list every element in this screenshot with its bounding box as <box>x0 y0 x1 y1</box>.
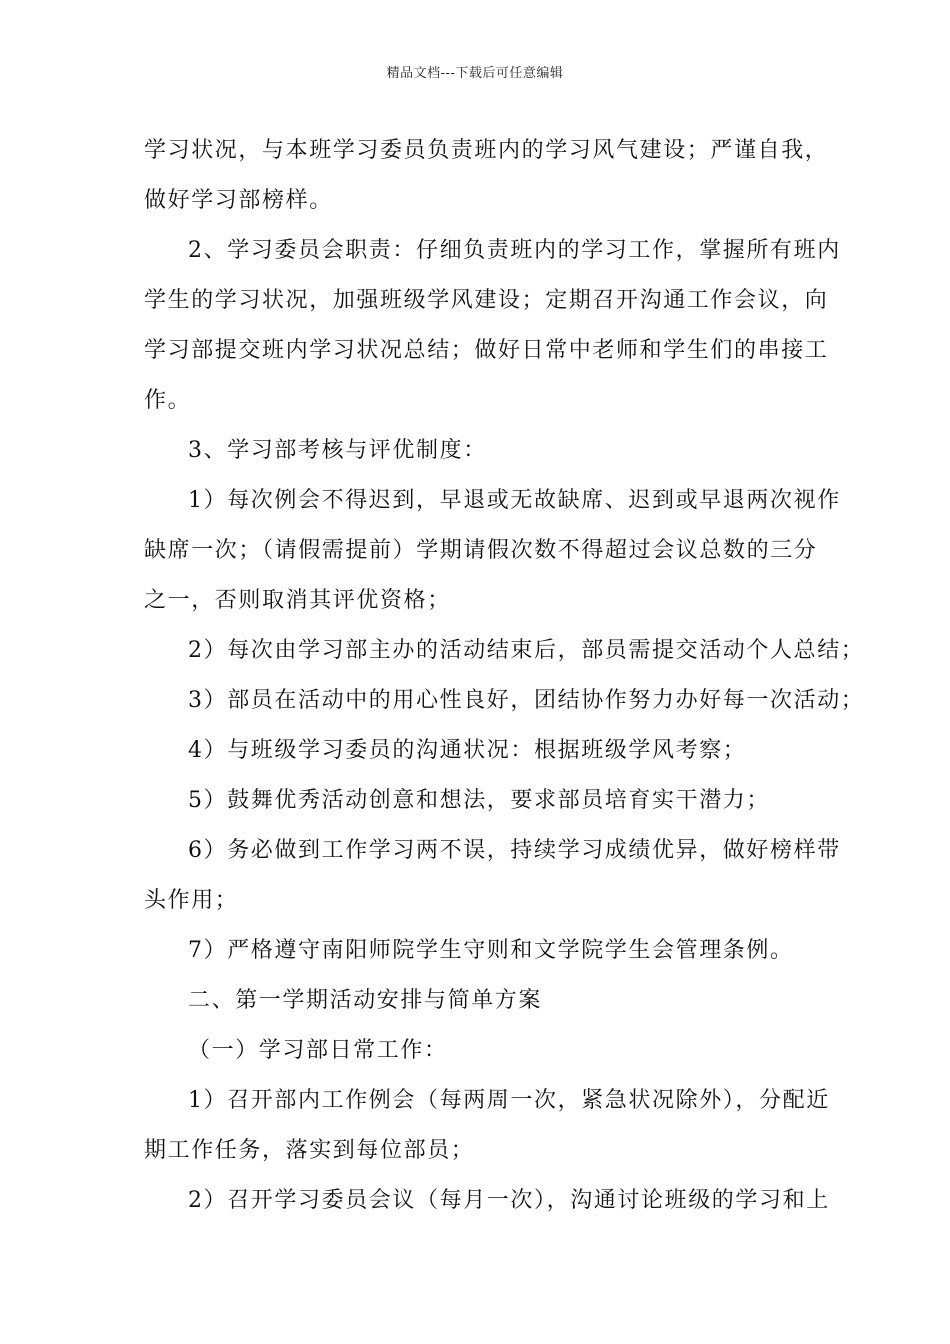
document-body <box>144 126 865 1226</box>
text-line: 2、学习委员会职责：仔细负责班内的学习工作，掌握所有班内 <box>188 238 841 263</box>
list-item: 2）召开学习委员会议（每月一次），沟通讨论班级的学习和上 <box>188 1188 830 1213</box>
list-item: 5）鼓舞优秀活动创意和想法，要求部员培育实干潜力； <box>188 788 770 813</box>
text-line: 之一，否则取消其评优资格； <box>144 588 451 613</box>
text-line: 学生的学习状况，加强班级学风建设；定期召开沟通工作会议，向 <box>144 288 829 313</box>
subsection-heading: （一）学习部日常工作： <box>188 1038 448 1063</box>
text-line: 缺席一次；（请假需提前）学期请假次数不得超过会议总数的三分 <box>144 538 818 563</box>
list-item: 3）部员在活动中的用心性良好，团结协作努力办好每一次活动； <box>188 688 865 713</box>
text-line: 期工作任务，落实到每位部员； <box>144 1138 475 1163</box>
section-heading: 二、第一学期活动安排与简单方案 <box>188 988 543 1013</box>
list-item: 1）召开部内工作例会（每两周一次，紧急状况除外），分配近 <box>188 1088 830 1113</box>
text-line: 做好学习部榜样。 <box>144 188 333 213</box>
text-line: 头作用； <box>144 888 239 913</box>
text-line: 学习部提交班内学习状况总结；做好日常中老师和学生们的串接工 <box>144 338 829 363</box>
list-item: 2）每次由学习部主办的活动结束后，部员需提交活动个人总结； <box>188 638 865 663</box>
page-header: 精品文档---下载后可任意编辑 <box>386 66 564 81</box>
list-item: 7）严格遵守南阳师院学生守则和文学院学生会管理条例。 <box>188 938 794 963</box>
section-heading: 3、学习部考核与评优制度： <box>188 438 487 463</box>
text-line: 学习状况，与本班学习委员负责班内的学习风气建设；严谨自我， <box>144 138 829 163</box>
text-line: 1）每次例会不得迟到，早退或无故缺席、迟到或早退两次视作 <box>188 488 841 513</box>
list-item: 4）与班级学习委员的沟通状况：根据班级学风考察； <box>188 738 747 763</box>
list-item: 6）务必做到工作学习两不误，持续学习成绩优异，做好榜样带 <box>188 838 841 863</box>
text-line: 作。 <box>144 388 192 413</box>
